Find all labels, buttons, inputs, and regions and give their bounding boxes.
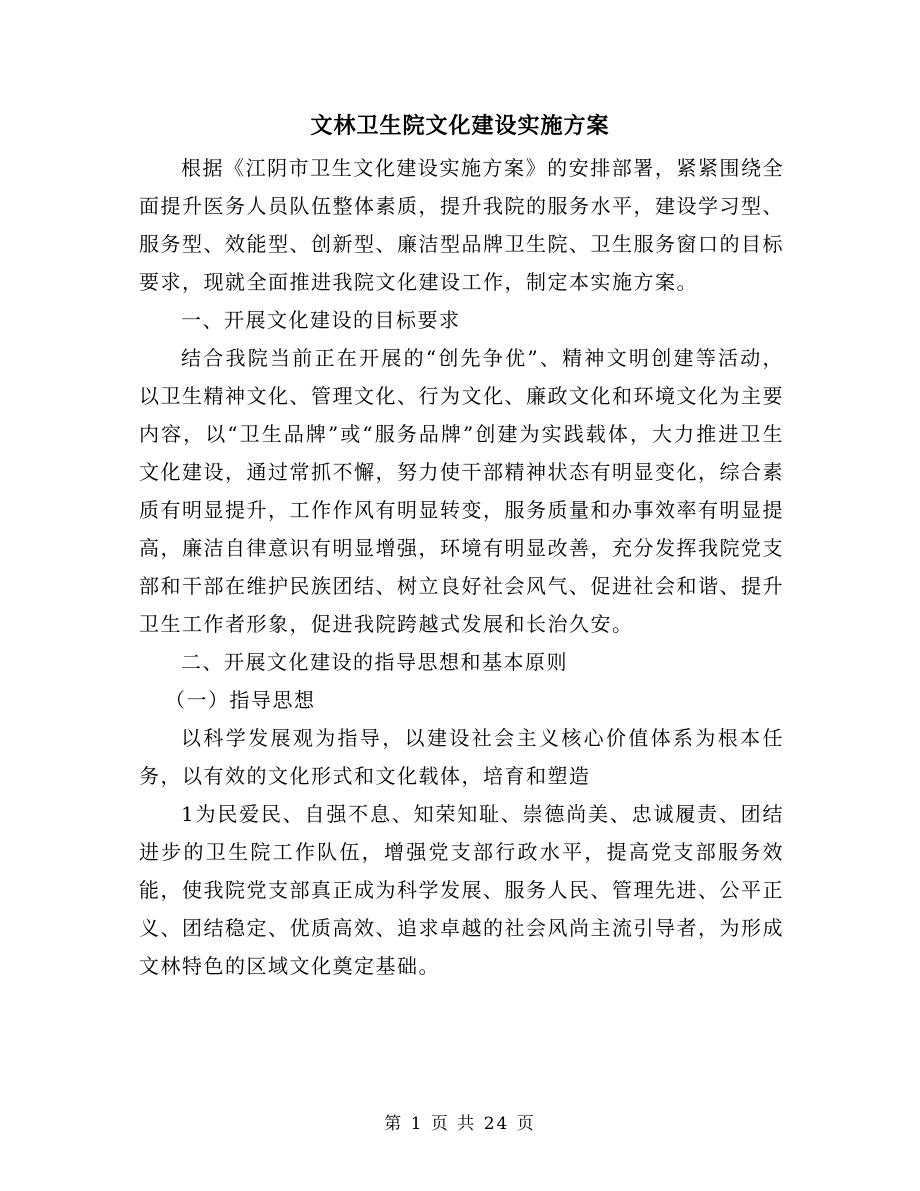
section-heading-goals: 一、开展文化建设的目标要求	[181, 308, 461, 332]
guiding-thought-item-1: 1为民爱民、自强不息、知荣知耻、崇德尚美、忠诚履责、团结进步的卫生院工作队伍，增强党支部行政水平，提高党支部服务效能，使我院党支部真正成为科学发展、服务人民、管理先进、公平正义、团结稳定、优质高效、追求卓越的社会风尚主流引导者，为形成文林特色的区域文化奠定基础。	[139, 802, 784, 978]
goals-paragraph: 结合我院当前正在开展的“创先争优”、精神文明创建等活动，以卫生精神文化、管理文化、行为文化、廉政文化和环境文化为主要内容，以“卫生品牌”或“服务品牌”创建为实践载体，大力推进卫生文化建设，通过常抓不懈，努力使干部精神状态有明显变化，综合素质有明显提升，工作作风有明显转变，服务质量和办事效率有明显提高，廉洁自律意识有明显增强，环境有明显改善，充分发挥我院党支部和干部在维护民族团结、树立良好社会风气、促进社会和谐、提升卫生工作者形象，促进我院跨越式发展和长治久安。	[139, 346, 784, 636]
document-title: 文林卫生院文化建设实施方案	[310, 113, 610, 139]
guiding-thought-paragraph: 以科学发展观为指导，以建设社会主义核心价值体系为根本任务，以有效的文化形式和文化载体，培育和塑造	[139, 726, 784, 788]
page-number-footer: 第 1 页 共 24 页	[384, 1114, 536, 1134]
intro-paragraph: 根据《江阴市卫生文化建设实施方案》的安排部署，紧紧围绕全面提升医务人员队伍整体素质，提升我院的服务水平，建设学习型、服务型、效能型、创新型、廉洁型品牌卫生院、卫生服务窗口的目标要求，现就全面推进我院文化建设工作，制定本实施方案。	[139, 156, 784, 294]
document-body	[139, 149, 784, 985]
subsection-heading-guiding-thought: （一）指导思想	[165, 688, 316, 712]
section-heading-principles: 二、开展文化建设的指导思想和基本原则	[181, 650, 568, 674]
